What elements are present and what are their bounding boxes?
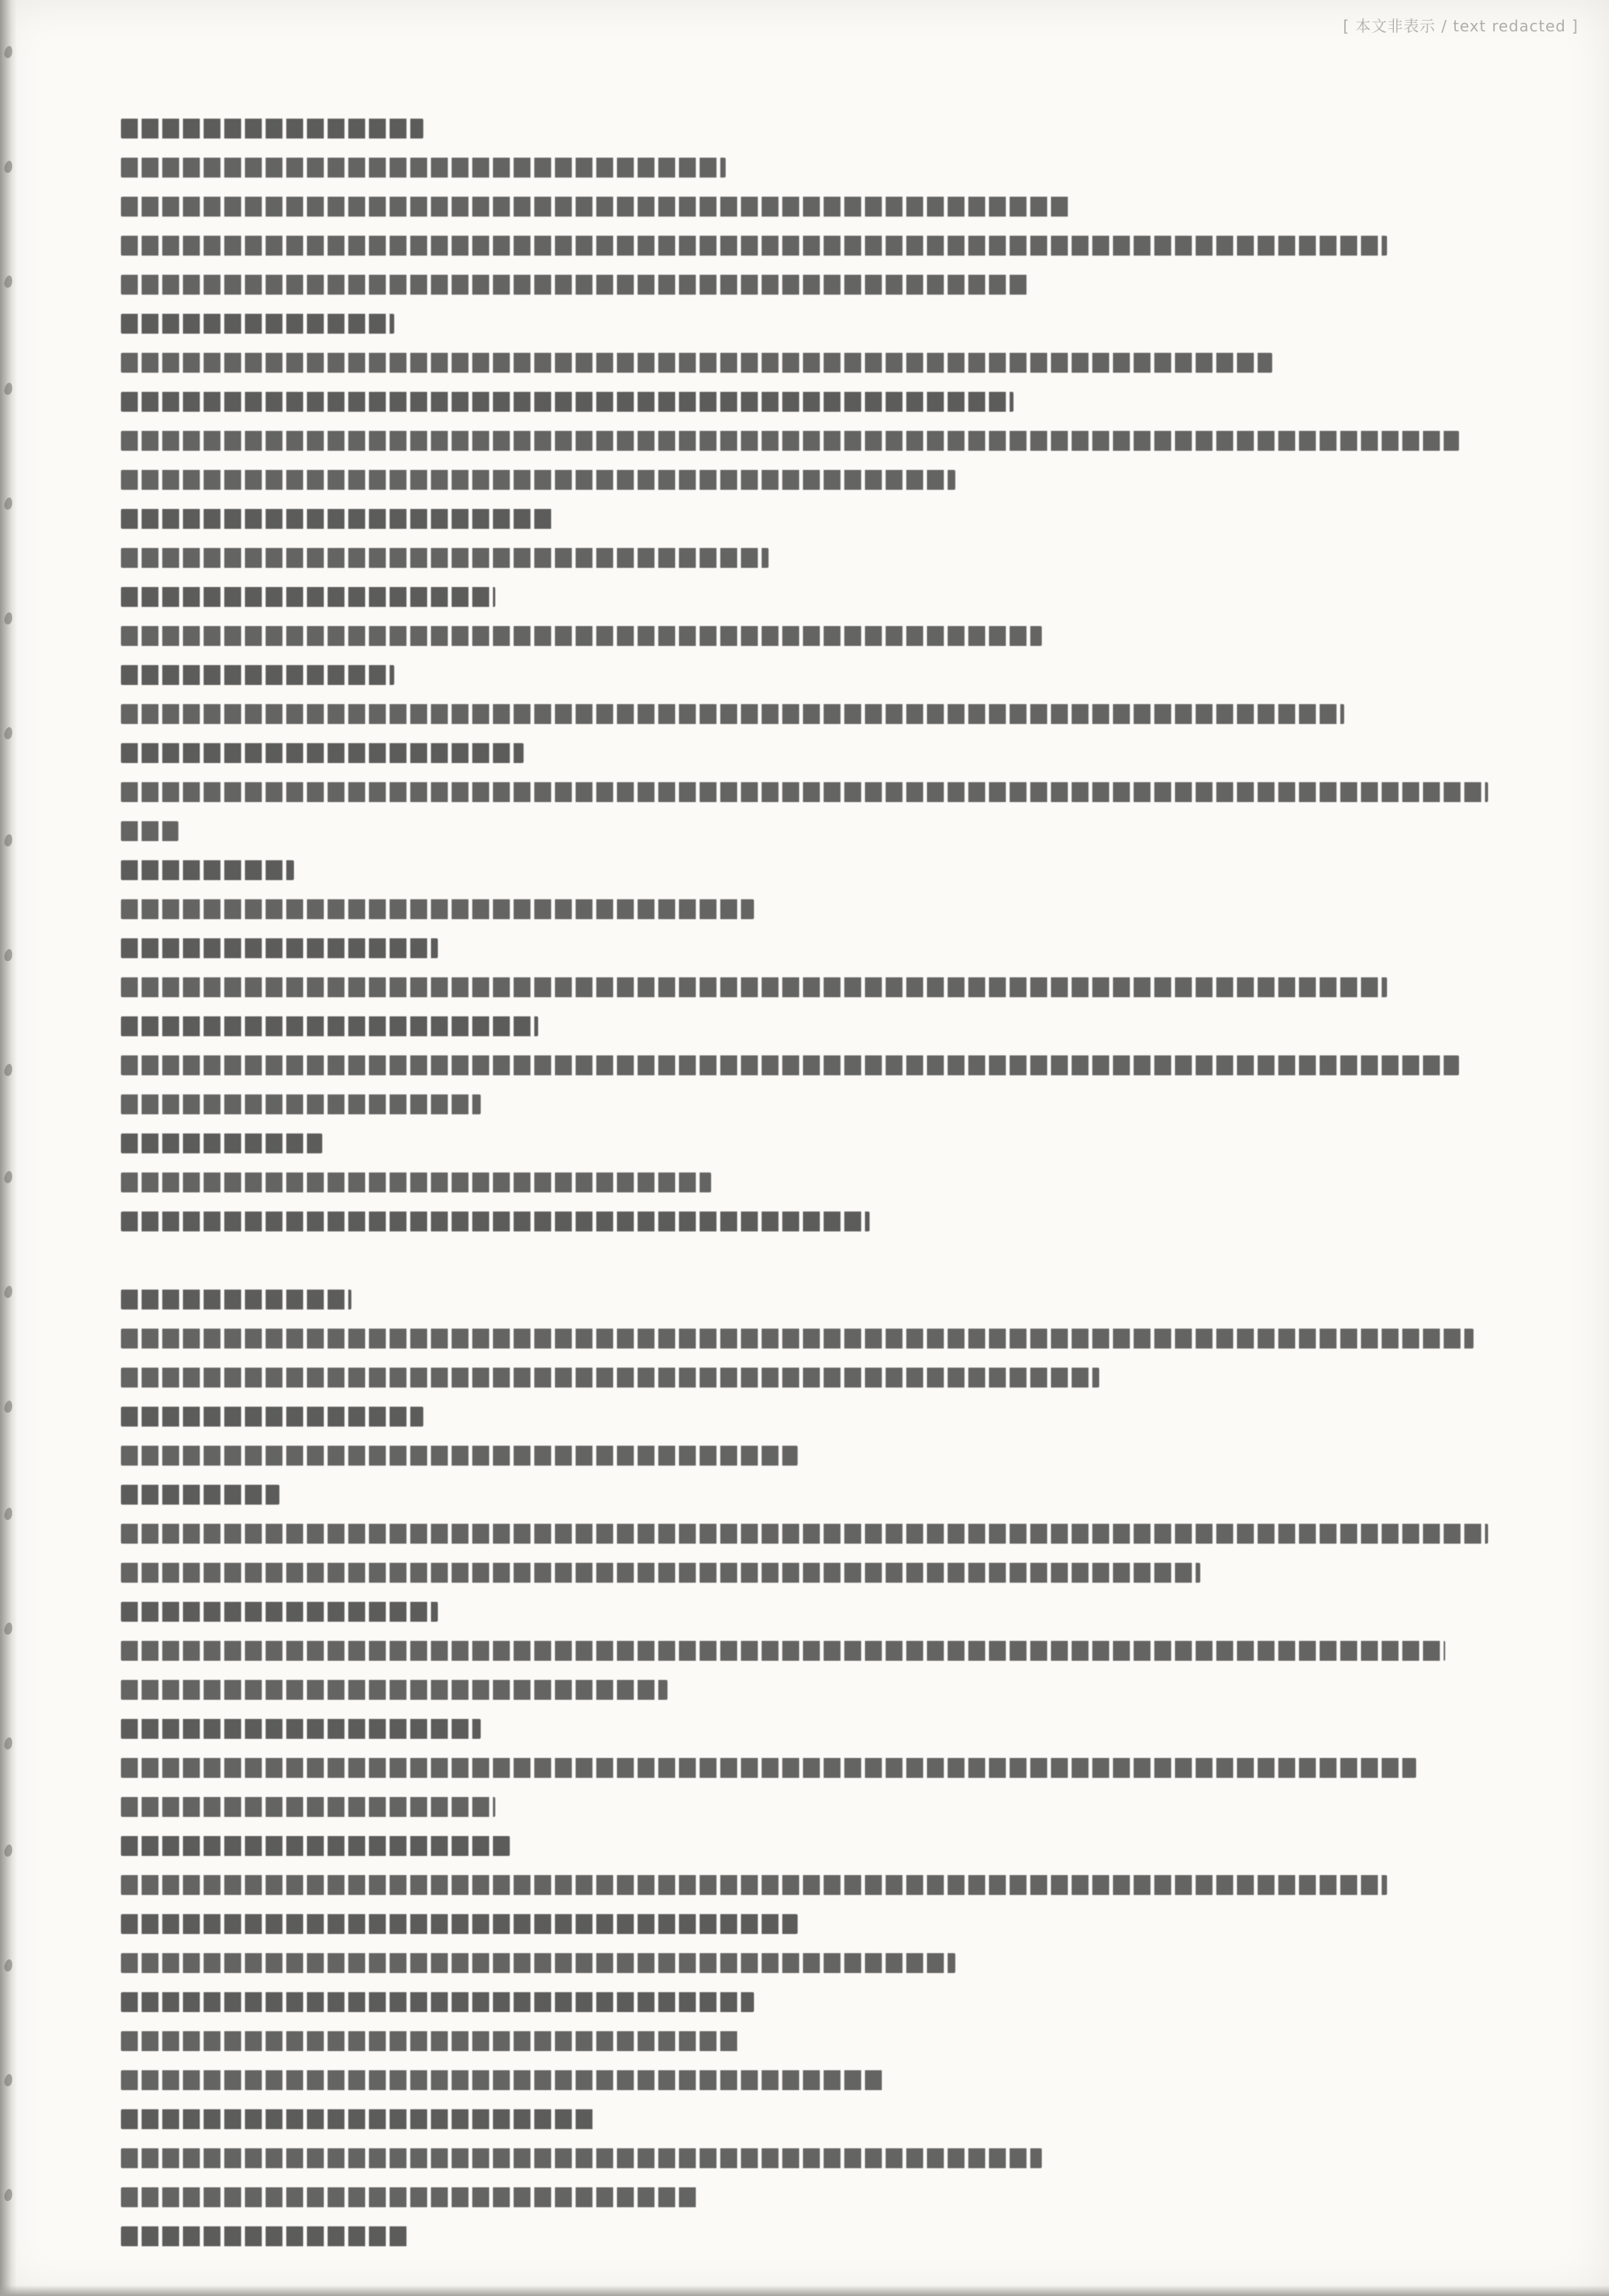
- redacted-text-bar: [121, 1758, 1416, 1778]
- paragraph-gap: [121, 1247, 1560, 1274]
- redacted-text-bar: [121, 509, 553, 529]
- redacted-text-line: [121, 427, 1560, 455]
- redacted-text-bar: [121, 1680, 667, 1700]
- redacted-text-line: [121, 1910, 1560, 1938]
- redacted-text-line: [121, 1676, 1560, 1704]
- redacted-text-line: [121, 661, 1560, 689]
- redacted-text-bar: [121, 1329, 1474, 1349]
- redacted-text-bar: [121, 2109, 596, 2129]
- redacted-text-bar: [121, 1055, 1459, 1075]
- redacted-text-bar: [121, 938, 438, 958]
- redacted-text-bar: [121, 743, 524, 763]
- redacted-text-line: [121, 1013, 1560, 1040]
- redacted-text-line: [121, 974, 1560, 1001]
- redacted-text-bar: [121, 1953, 955, 1973]
- redacted-text-bar: [121, 236, 1387, 256]
- redacted-text-line: [121, 1130, 1560, 1157]
- redacted-text-bar: [121, 1797, 495, 1817]
- redacted-text-line: [121, 1871, 1560, 1899]
- redacted-text-line: [121, 1364, 1560, 1391]
- redacted-text-line: [121, 1949, 1560, 1977]
- redacted-text-bar: [121, 1368, 1099, 1388]
- redacted-text-line: [121, 388, 1560, 416]
- redacted-text-bar: [121, 1524, 1488, 1544]
- redacted-text-bar: [121, 2031, 739, 2051]
- redacted-text-bar: [121, 977, 1387, 997]
- redacted-text-bar: [121, 470, 955, 490]
- redacted-text-bar: [121, 821, 178, 841]
- redacted-text-line: [121, 2183, 1560, 2211]
- redacted-text-line: [121, 1988, 1560, 2016]
- redacted-text-bar: [121, 2070, 883, 2090]
- redacted-text-bar: [121, 899, 754, 919]
- redacted-text-bar: [121, 704, 1344, 724]
- redacted-text-line: [121, 622, 1560, 650]
- redacted-text-line: [121, 1598, 1560, 1626]
- redacted-text-line: [121, 232, 1560, 259]
- scan-shadow-left: [0, 0, 17, 2296]
- redacted-text-line: [121, 856, 1560, 884]
- redacted-text-line: [121, 1832, 1560, 1860]
- redacted-text-bar: [121, 1992, 754, 2012]
- redacted-text-bar: [121, 119, 423, 139]
- redacted-text-bar: [121, 1875, 1387, 1895]
- redacted-text-line: [121, 739, 1560, 767]
- redacted-text-bar: [121, 1914, 798, 1934]
- redacted-text-bar: [121, 548, 769, 568]
- redacted-text-bar: [121, 392, 1013, 412]
- redacted-text-line: [121, 1169, 1560, 1196]
- redacted-text-bar: [121, 2148, 1042, 2168]
- redacted-text-bar: [121, 431, 1459, 451]
- redacted-text-line: [121, 2223, 1560, 2250]
- redacted-text-line: [121, 934, 1560, 962]
- redacted-text-bar: [121, 626, 1042, 646]
- redacted-text-bar: [121, 1563, 1200, 1583]
- redacted-text-line: [121, 1637, 1560, 1665]
- redacted-text-bar: [121, 665, 394, 685]
- redacted-text-line: [121, 1442, 1560, 1469]
- redacted-text-bar: [121, 1016, 538, 1036]
- redacted-text-line: [121, 895, 1560, 923]
- scan-shadow-bottom: [0, 2285, 1609, 2296]
- redacted-text-line: [121, 1481, 1560, 1508]
- redacted-text-bar: [121, 158, 726, 178]
- redacted-text-line: [121, 505, 1560, 533]
- redacted-text-line: [121, 2027, 1560, 2055]
- redacted-text-bar: [121, 1641, 1445, 1661]
- redacted-text-bar: [121, 1836, 510, 1856]
- redacted-text-bar: [121, 1212, 870, 1231]
- redacted-text-bar: [121, 860, 294, 880]
- redacted-text-line: [121, 1091, 1560, 1118]
- redacted-text-line: [121, 1559, 1560, 1587]
- redacted-text-bar: [121, 1094, 481, 1114]
- redacted-text-line: [121, 583, 1560, 611]
- redacted-text-line: [121, 2066, 1560, 2094]
- redacted-text-line: [121, 1715, 1560, 1743]
- redacted-text-bar: [121, 782, 1488, 802]
- redacted-text-bar: [121, 353, 1272, 373]
- redaction-note: [ 本文非表示 / text redacted ]: [1343, 17, 1578, 35]
- redacted-text-line: [121, 193, 1560, 220]
- redacted-text-line: [121, 2105, 1560, 2133]
- redacted-text-bar: [121, 1133, 322, 1153]
- redacted-text-line: [121, 817, 1560, 845]
- redacted-text-bar: [121, 2187, 697, 2207]
- redacted-text-bar: [121, 197, 1071, 217]
- redacted-text-line: [121, 271, 1560, 298]
- redacted-text-line: [121, 544, 1560, 572]
- redacted-text-line: [121, 1208, 1560, 1235]
- redacted-text-bar: [121, 1485, 279, 1505]
- redacted-text-bar: [121, 2226, 409, 2246]
- redacted-text-bar: [121, 314, 394, 334]
- redacted-text-bar: [121, 1446, 798, 1466]
- redacted-text-line: [121, 115, 1560, 142]
- redacted-text-line: [121, 310, 1560, 338]
- redacted-text-line: [121, 349, 1560, 377]
- redacted-text-bar: [121, 1407, 423, 1427]
- redacted-text-line: [121, 700, 1560, 728]
- redacted-text-bar: [121, 587, 495, 607]
- redacted-text-line: [121, 1754, 1560, 1782]
- redacted-text-bar: [121, 1290, 351, 1309]
- redacted-text-line: [121, 2144, 1560, 2172]
- redacted-text-bar: [121, 275, 1027, 295]
- redacted-text-line: [121, 1520, 1560, 1548]
- redacted-text-line: [121, 1286, 1560, 1313]
- redacted-text-line: [121, 1403, 1560, 1430]
- redacted-text-line: [121, 778, 1560, 806]
- redacted-text-line: [121, 1793, 1560, 1821]
- redacted-text-bar: [121, 1719, 481, 1739]
- redacted-text-line: [121, 1325, 1560, 1352]
- redacted-text-line: [121, 154, 1560, 181]
- redacted-text-line: [121, 1052, 1560, 1079]
- redacted-text-bar: [121, 1602, 438, 1622]
- redacted-text-bar: [121, 1172, 711, 1192]
- redacted-text-line: [121, 466, 1560, 494]
- body-text-block: [121, 115, 1560, 2262]
